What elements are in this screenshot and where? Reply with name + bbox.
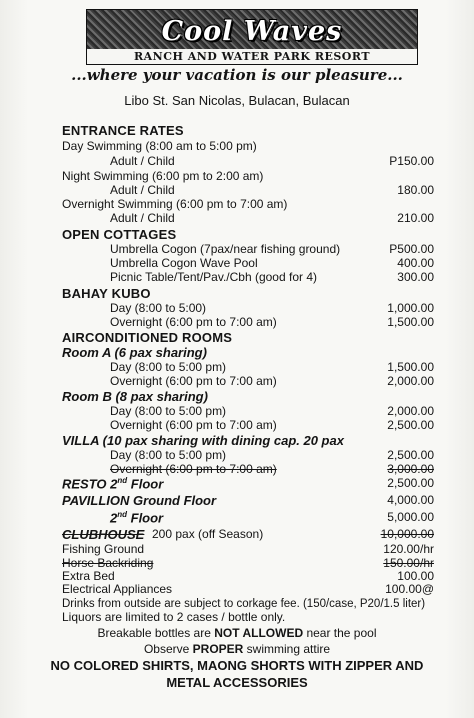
night-swimming-rate-label: Adult / Child bbox=[110, 183, 175, 197]
clubhouse-heading: CLUBHOUSE bbox=[62, 527, 145, 542]
corkage-note: Drinks from outside are subject to corkage fee. (150/case, P20/1.5 liter) bbox=[62, 598, 426, 610]
room-b-overnight-price: 2,500.00 bbox=[387, 418, 434, 432]
appliances-label: Electrical Appliances bbox=[62, 582, 173, 596]
resort-logo-banner bbox=[86, 9, 418, 65]
resort-tagline: ...where your vacation is our pleasure... bbox=[71, 66, 403, 84]
clubhouse-note: 200 pax (off Season) bbox=[152, 527, 264, 541]
cottage-price-2: 400.00 bbox=[397, 256, 434, 270]
resort-logo: Cool Waves bbox=[161, 16, 343, 47]
dress-code-warning-line-2: METAL ACCESSORIES bbox=[166, 675, 308, 690]
room-b-heading: Room B (8 pax sharing) bbox=[62, 389, 208, 404]
overnight-swimming-rate-label: Adult / Child bbox=[110, 211, 175, 225]
overnight-swimming-label: Overnight Swimming (6:00 pm to 7:00 am) bbox=[62, 197, 288, 211]
resort-address: Libo St. San Nicolas, Bulacan, Bulacan bbox=[124, 93, 350, 108]
room-a-overnight-label: Overnight (6:00 pm to 7:00 am) bbox=[110, 374, 277, 388]
kubo-overnight-label: Overnight (6:00 pm to 7:00 am) bbox=[110, 315, 277, 329]
room-a-day-price: 1,500.00 bbox=[387, 360, 434, 374]
fishing-ground-label: Fishing Ground bbox=[62, 542, 145, 556]
night-swimming-label: Night Swimming (6:00 pm to 2:00 am) bbox=[62, 169, 264, 183]
aircon-rooms-heading: AIRCONDITIONED ROOMS bbox=[62, 330, 233, 345]
room-b-overnight-label: Overnight (6:00 pm to 7:00 am) bbox=[110, 418, 277, 432]
day-swimming-label: Day Swimming (8:00 am to 5:00 pm) bbox=[62, 139, 257, 153]
resto-price: 2,500.00 bbox=[387, 476, 434, 490]
kubo-day-label: Day (8:00 to 5:00) bbox=[110, 301, 207, 315]
resto-heading: RESTO 2nd Floor bbox=[62, 476, 164, 492]
villa-day-price: 2,500.00 bbox=[387, 448, 434, 462]
villa-heading: VILLA (10 pax sharing with dining cap. 20 pax bbox=[62, 433, 344, 448]
room-b-day-price: 2,000.00 bbox=[387, 404, 434, 418]
cottage-price-1: P500.00 bbox=[389, 242, 434, 256]
villa-overnight-label: Overnight (6:00 pm to 7:00 am) bbox=[110, 462, 277, 476]
attire-note: Observe PROPER swimming attire bbox=[143, 642, 331, 656]
liquor-note: Liquors are limited to 2 cases / bottle only. bbox=[62, 610, 286, 624]
kubo-overnight-price: 1,500.00 bbox=[387, 315, 434, 329]
extra-bed-price: 100.00 bbox=[397, 569, 434, 583]
horse-riding-label: Horse Backriding bbox=[62, 556, 154, 570]
pavillion-2nd-price: 5,000.00 bbox=[387, 510, 434, 524]
dress-code-warning-line-1: NO COLORED SHIRTS, MAONG SHORTS WITH ZIPPER AND bbox=[50, 658, 424, 673]
night-swimming-price: 180.00 bbox=[397, 183, 434, 197]
clubhouse-price: 10,000.00 bbox=[380, 527, 434, 541]
kubo-day-price: 1,000.00 bbox=[387, 301, 434, 315]
appliances-price: 100.00@ bbox=[385, 582, 434, 596]
cottage-item-1: Umbrella Cogon (7pax/near fishing ground) bbox=[110, 242, 341, 256]
resort-name: RANCH AND WATER PARK RESORT bbox=[87, 49, 417, 64]
cottage-item-3: Picnic Table/Tent/Pav./Cbh (good for 4) bbox=[110, 270, 317, 284]
bahay-kubo-heading: BAHAY KUBO bbox=[62, 286, 151, 301]
cottage-price-3: 300.00 bbox=[397, 270, 434, 284]
room-b-day-label: Day (8:00 to 5:00 pm) bbox=[110, 404, 227, 418]
breakable-bottles-note: Breakable bottles are NOT ALLOWED near the pool bbox=[97, 626, 377, 640]
fishing-ground-price: 120.00/hr bbox=[383, 542, 434, 556]
pavillion-ground-price: 4,000.00 bbox=[387, 493, 434, 507]
day-swimming-rate-label: Adult / Child bbox=[110, 154, 175, 168]
horse-riding-price: 150.00/hr bbox=[383, 556, 434, 570]
villa-day-label: Day (8:00 to 5:00 pm) bbox=[110, 448, 227, 462]
room-a-heading: Room A (6 pax sharing) bbox=[62, 345, 207, 360]
overnight-swimming-price: 210.00 bbox=[397, 211, 434, 225]
day-swimming-price: P150.00 bbox=[389, 154, 434, 168]
pavillion-ground-heading: PAVILLION Ground Floor bbox=[62, 493, 217, 508]
room-a-day-label: Day (8:00 to 5:00 pm) bbox=[110, 360, 227, 374]
entrance-rates-heading: ENTRANCE RATES bbox=[62, 123, 184, 138]
villa-overnight-price: 3,000.00 bbox=[387, 462, 434, 476]
extra-bed-label: Extra Bed bbox=[62, 569, 115, 583]
cottage-item-2: Umbrella Cogon Wave Pool bbox=[110, 256, 258, 270]
room-a-overnight-price: 2,000.00 bbox=[387, 374, 434, 388]
open-cottages-heading: OPEN COTTAGES bbox=[62, 227, 177, 242]
pavillion-2nd-heading: 2nd Floor bbox=[110, 510, 164, 526]
